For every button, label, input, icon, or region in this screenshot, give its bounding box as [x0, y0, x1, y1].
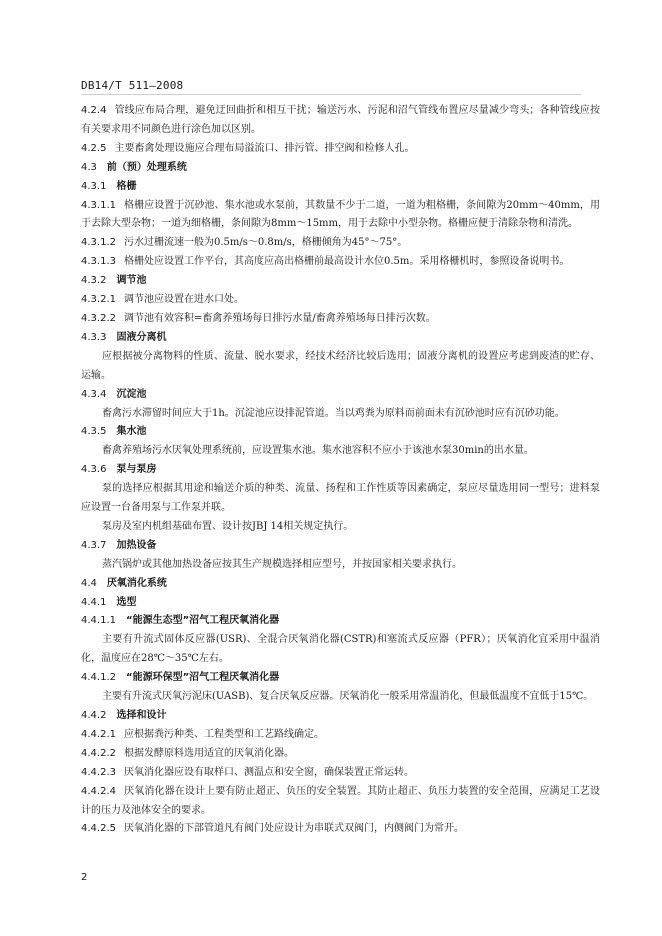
clause-4-2-4: 4.2.4 管线应布局合理，避免迂回曲折和相互干扰；输送污水、污泥和沼气管线布置应尽量减少弯头；各种管线应按有关要求用不同颜色进行涂色加以区别。 [81, 105, 600, 135]
section-heading-4-4: 4.4 厌氧消化系统 [81, 577, 167, 589]
subsection-heading-4-4-1-2: 4.4.1.2 “能源环保型”沼气工程厌氧消化器 [81, 672, 280, 684]
subsection-heading-4-4-1-1: 4.4.1.1 “能源生态型”沼气工程厌氧消化器 [81, 615, 280, 627]
paragraph-4-3-4: 畜禽污水滞留时间应大于1h。沉淀池应设排泥管道。当以鸡粪为原料而前面未有沉砂池时应有沉砂功能。 [102, 407, 565, 419]
subsection-heading-4-3-4: 4.3.4 沉淀池 [81, 388, 147, 400]
paragraph-4-3-5: 畜禽养殖场污水厌氧处理系统前，应设置集水池。集水池容积不应小于该池水泵30min的出水量。 [102, 445, 534, 457]
subsection-heading-4-3-6: 4.3.6 泵与泵房 [81, 464, 157, 476]
clause-4-2-5: 4.2.5 主要畜禽处理设施应合理布局溢流口、排污管、排空阀和检修人孔。 [81, 142, 415, 154]
clause-4-4-2-5: 4.4.2.5 厌氧消化器的下部管道凡有阀门处应设计为串联式双阀门，内侧阀门为常开。 [81, 823, 464, 835]
subsection-heading-4-4-2: 4.4.2 选择和设计 [81, 710, 167, 721]
clause-4-3-1-1: 4.3.1.1 格栅应设置于沉砂池、集水池或水泵前，其数量不少于二道，一道为粗格栅，条间隙为20mm～40mm，用于去除大型杂物；一道为细格栅，条间隙为8mm～15mm，用于去除中小型杂物。格栅应便于清除杂物和清洗。 [81, 199, 600, 230]
paragraph-4-3-6-a: 泵的选择应根据其用途和输送介质的种类、流量、扬程和工作性质等因素确定，泵应尽量选用同一型号；进料泵应设置一台备用泵与工作泵并联。 [81, 483, 600, 514]
clause-4-4-2-1: 4.4.2.1 应根据粪污种类、工程类型和工艺路线确定。 [81, 728, 324, 740]
clause-4-3-2-2: 4.3.2.2 调节池有效容积=畜禽养殖场每日排污水量/畜禽养殖场每日排污次数。 [81, 312, 436, 324]
clause-4-3-1-3: 4.3.1.3 格栅处应设置工作平台，其高度应高出格栅前最高设计水位0.5m。采用格栅机时，参照设备说明书。 [81, 256, 570, 268]
clause-4-3-1-2: 4.3.1.2 污水过栅流速一般为0.5m/s～0.8m/s，格栅倾角为45°～75°。 [81, 237, 408, 249]
clause-4-3-2-1: 4.3.2.1 调节池应设置在进水口处。 [81, 294, 244, 306]
clause-4-4-2-4: 4.4.2.4 厌氧消化器在设计上要有防止超正、负压的安全装置。其防止超正、负压力装置的安全范围，应满足工艺设计的压力及池体安全的要求。 [81, 785, 600, 816]
subsection-heading-4-3-2: 4.3.2 调节池 [81, 275, 147, 287]
subsection-heading-4-3-7: 4.3.7 加热设备 [81, 539, 157, 551]
subsection-heading-4-4-1: 4.4.1 选型 [81, 596, 137, 608]
header-divider [81, 94, 581, 95]
clause-4-4-2-3: 4.4.2.3 厌氧消化器应设有取样口、测温点和安全窗，确保装置正常运转。 [81, 766, 414, 778]
paragraph-4-3-6-b: 泵房及室内机组基础布置、设计按JBJ 14相关规定执行。 [102, 520, 354, 532]
clause-4-4-2-2: 4.4.2.2 根据发酵原料选用适宜的厌氧消化器。 [81, 747, 294, 759]
paragraph-4-4-1-2: 主要有升流式厌氧污泥床(UASB)、复合厌氧反应器。厌氧消化一般采用常温消化，但最低温度不宜低于15℃。 [102, 691, 594, 703]
subsection-heading-4-3-1: 4.3.1 格栅 [81, 180, 137, 192]
paragraph-4-4-1-1: 主要有升流式固体反应器(USR)、全混合厌氧消化器(CSTR)和塞流式反应器（PFR）；厌氧消化宜采用中温消化，温度应在28℃～35℃左右。 [81, 634, 600, 665]
standard-code: DB14/T 511—2008 [81, 79, 184, 92]
paragraph-4-3-3: 应根据被分离物料的性质、流量、脱水要求，经技术经济比较后选用；固液分离机的设置应考虑到废渣的贮存、运输。 [81, 350, 600, 381]
subsection-heading-4-3-5: 4.3.5 集水池 [81, 426, 147, 438]
section-heading-4-3: 4.3 前（预）处理系统 [81, 161, 187, 173]
subsection-heading-4-3-3: 4.3.3 固液分离机 [81, 331, 167, 343]
document-body [81, 102, 600, 839]
paragraph-4-3-7: 蒸汽锅炉或其他加热设备应按其生产规模选择相应型号，并按国家相关要求执行。 [102, 558, 462, 570]
page-number: 2 [81, 872, 88, 883]
